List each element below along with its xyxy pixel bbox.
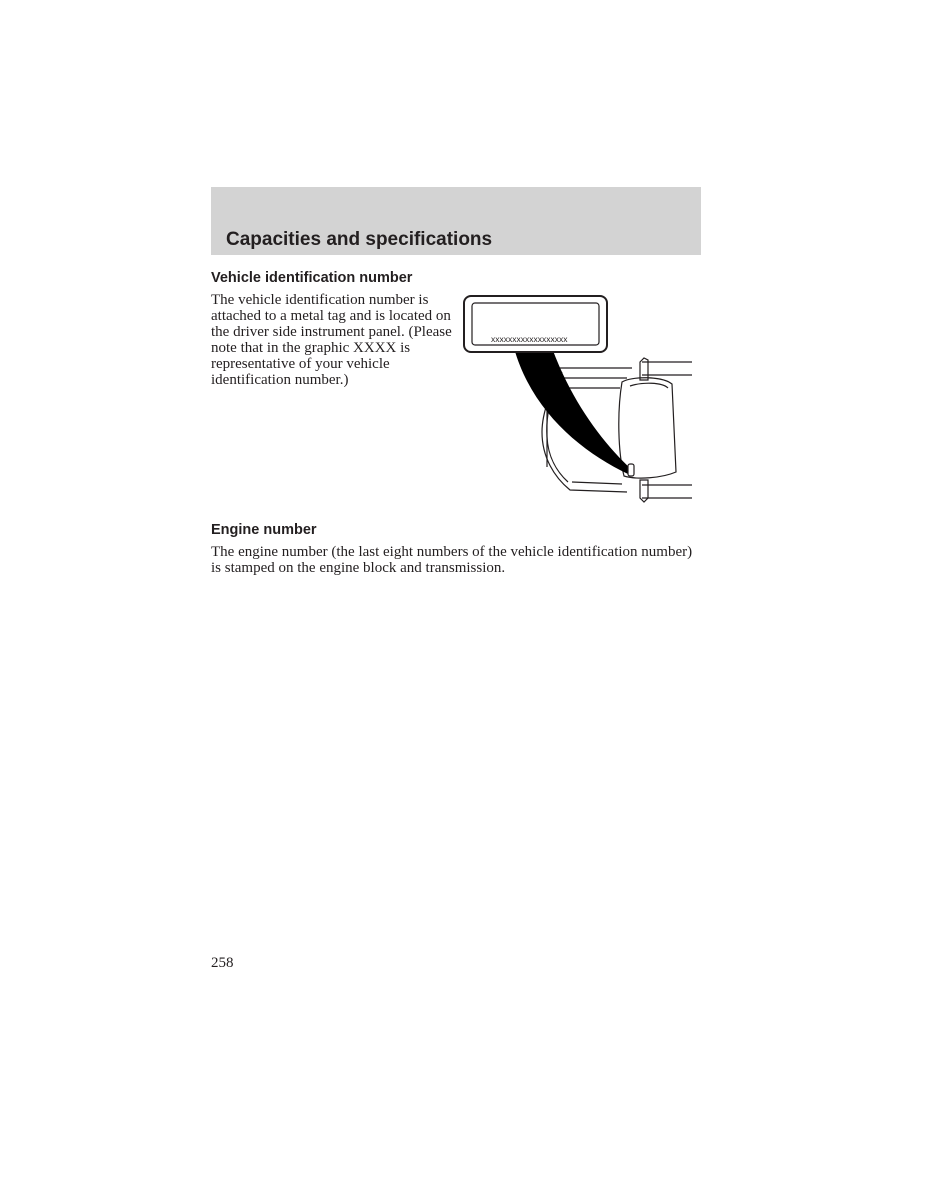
- section-header-band: [211, 187, 701, 255]
- vin-tag-plate: [464, 296, 607, 352]
- engine-number-heading: Engine number: [211, 522, 317, 538]
- page-number: 258: [211, 955, 234, 971]
- engine-number-paragraph: The engine number (the last eight numbers of the vehicle identification number) is stamped on the engine block and transmission.: [211, 544, 693, 576]
- callout-pointer: [514, 348, 632, 474]
- vin-location-illustration: [462, 292, 698, 506]
- page-title: Capacities and specifications: [226, 229, 493, 250]
- vin-paragraph: The vehicle identification number is attached to a metal tag and is located on the driver side instrument panel. (Please note that in the graphic XXXX is representative of your vehicle identification number.): [211, 292, 452, 388]
- vin-heading: Vehicle identification number: [211, 270, 413, 286]
- vin-tag-marker: [628, 464, 634, 476]
- vin-tag-placeholder: xxxxxxxxxxxxxxxxxx: [491, 334, 568, 344]
